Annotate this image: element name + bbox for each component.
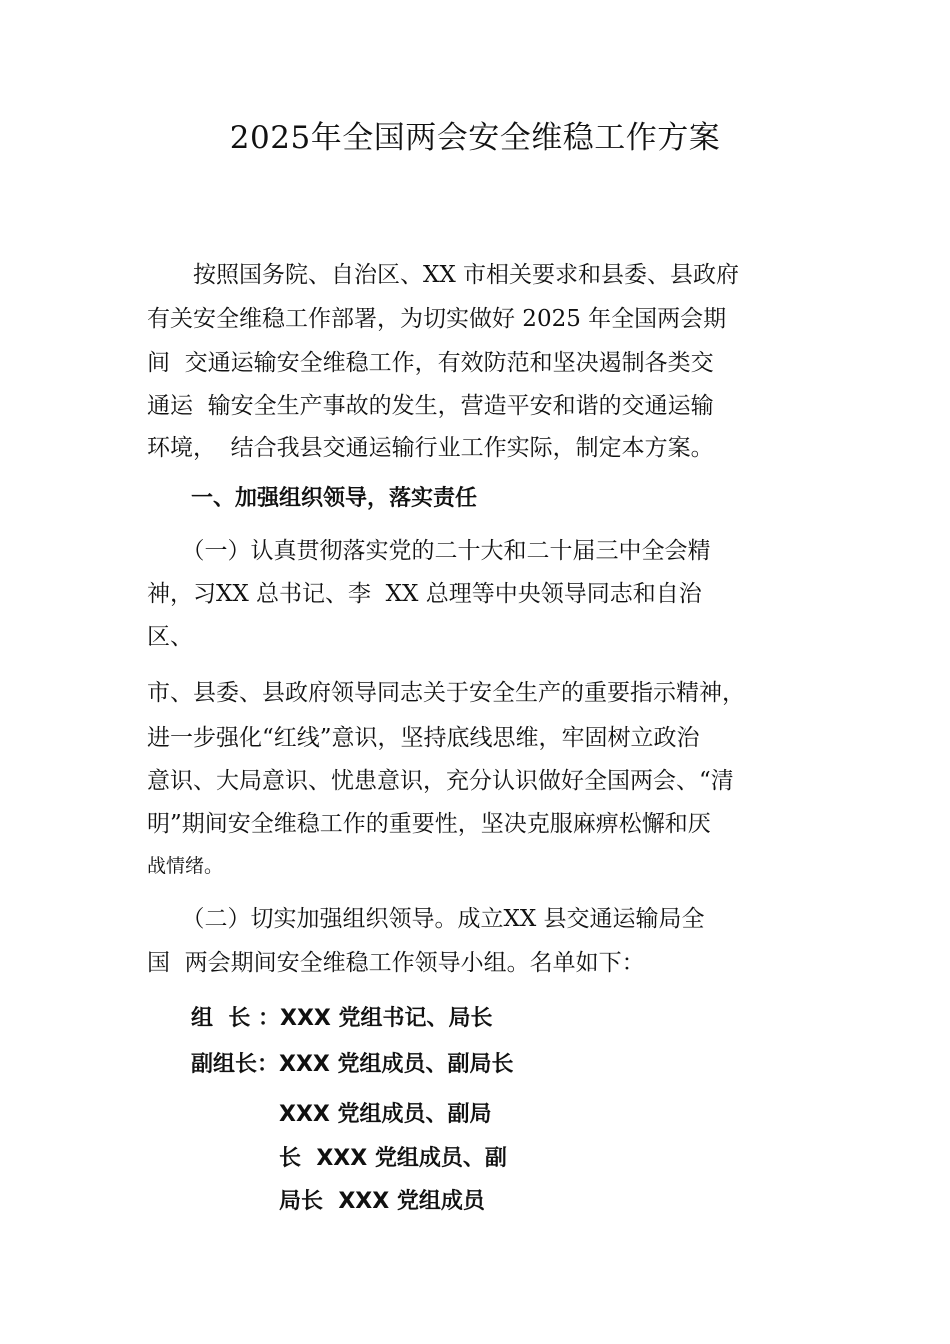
roster-deputy-4: 局长 XXX 党组成员 xyxy=(147,1189,485,1214)
item1-line-5: 进一步强化“红线”意识，坚持底线思维，牢固树立政治 xyxy=(147,725,700,751)
item1-line-3: 区、 xyxy=(147,624,193,650)
item1-line-1: （一）认真贯彻落实党的二十大和二十届三中全会精 xyxy=(147,538,711,564)
item1-line-8: 战情绪。 xyxy=(147,855,224,877)
item1-line-7: 明”期间安全维稳工作的重要性，坚决克服麻痹松懈和厌 xyxy=(147,811,711,837)
item1-line-6: 意识、大局意识、忧患意识，充分认识做好全国两会、“清 xyxy=(147,768,734,794)
roster-leader: 组 长 ：XXX 党组书记、局长 xyxy=(147,1006,493,1031)
intro-line-5: 环境， 结合我县交通运输行业工作实际，制定本方案。 xyxy=(147,435,714,461)
item2-line-2: 国 两会期间安全维稳工作领导小组。名单如下： xyxy=(147,950,645,976)
intro-line-3: 间 交通运输安全维稳工作，有效防范和坚决遏制各类交 xyxy=(147,350,714,376)
item2-line-1: （二）切实加强组织领导。成立XX 县交通运输局全 xyxy=(147,906,705,932)
intro-line-4: 通运 输安全生产事故的发生，营造平安和谐的交通运输 xyxy=(147,393,714,419)
item1-line-2: 神，习XX 总书记、李 XX 总理等中央领导同志和自治 xyxy=(147,581,702,607)
roster-deputy-3: 长 XXX 党组成员、副 xyxy=(147,1146,507,1171)
item1-line-4: 市、县委、县政府领导同志关于安全生产的重要指示精神， xyxy=(147,680,745,706)
intro-line-1: 按照国务院、自治区、XX 市相关要求和县委、县政府 xyxy=(147,262,740,288)
intro-line-2: 有关安全维稳工作部署，为切实做好 2025 年全国两会期 xyxy=(147,306,727,332)
document-title: 2025年全国两会安全维稳工作方案 xyxy=(229,120,721,156)
roster-deputy-2: XXX 党组成员、副局 xyxy=(147,1102,492,1127)
roster-deputy-1: 副组长：XXX 党组成员、副局长 xyxy=(147,1052,514,1077)
section-heading-1: 一、加强组织领导，落实责任 xyxy=(147,486,478,511)
